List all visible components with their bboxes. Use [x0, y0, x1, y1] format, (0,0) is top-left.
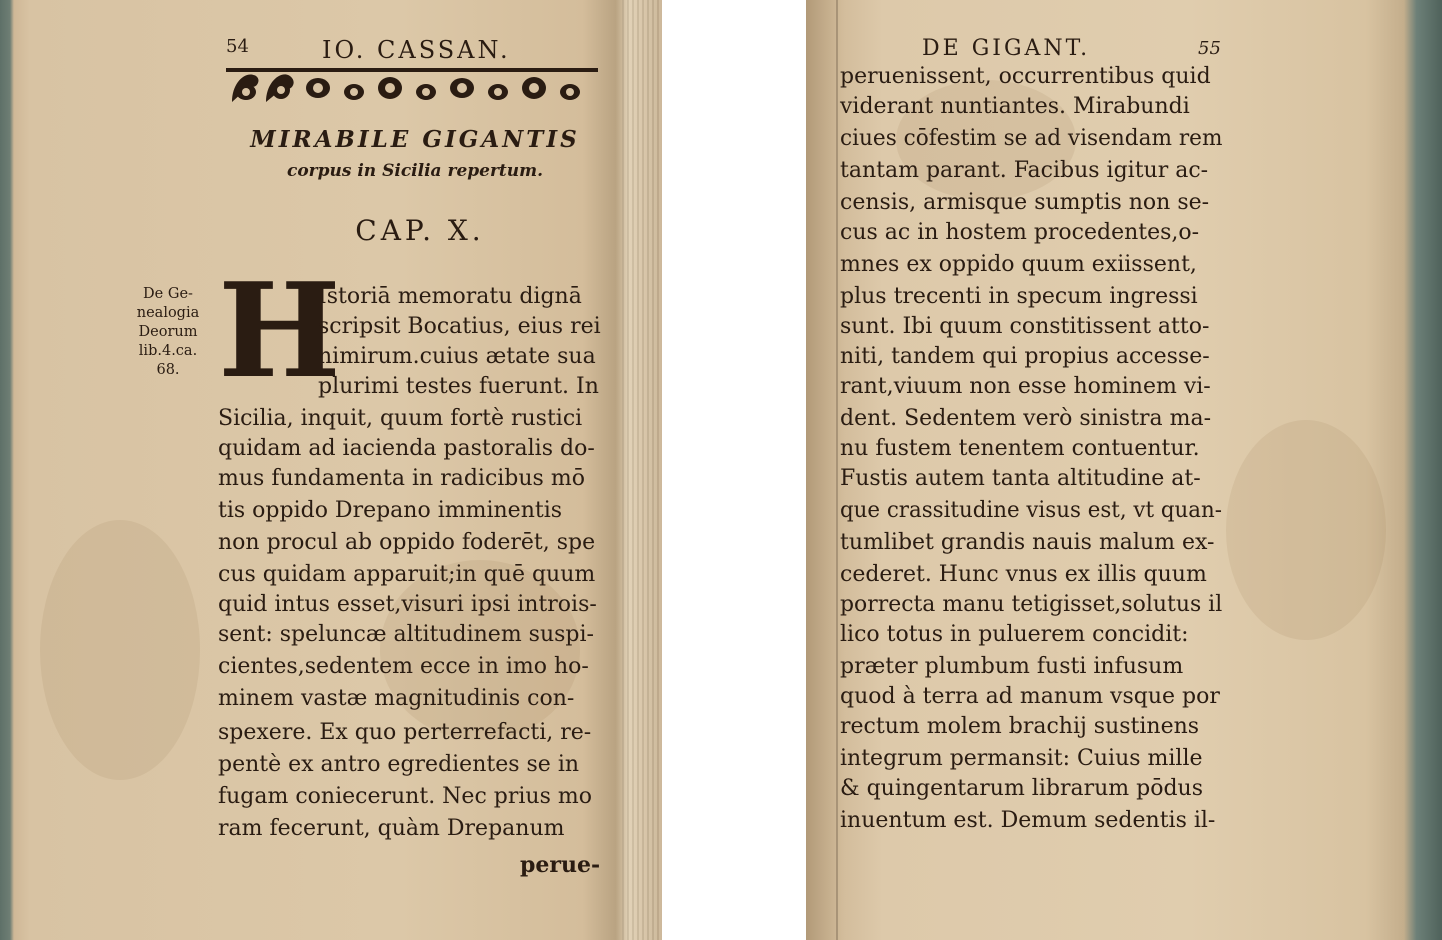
text-line: dent. Sedentem verò sinistra ma-: [840, 406, 1212, 431]
text-line: cientes,sedentem ecce in imo ho-: [218, 654, 589, 679]
margin-note-line: De Ge-: [143, 286, 193, 302]
margin-note: [118, 285, 218, 380]
text-line: lico totus in puluerem concidit:: [840, 622, 1189, 647]
chapter-subtitle: corpus in Sicilia repertum.: [286, 161, 544, 181]
text-line: inuentum est. Demum sedentis il-: [840, 808, 1216, 833]
running-head: DE GIGANT.: [922, 36, 1091, 61]
text-line: Fustis autem tanta altitudine at-: [840, 466, 1201, 491]
text-line: tantam parant. Facibus igitur ac-: [840, 158, 1209, 183]
chapter-number: CAP. X.: [355, 214, 485, 247]
margin-note-line: nealogia: [136, 305, 200, 321]
page-edge-strip: [622, 0, 662, 940]
text-line: spexere. Ex quo perterrefacti, re-: [218, 720, 592, 745]
text-line: sunt. Ibi quum constitissent atto-: [840, 314, 1210, 339]
paper-stain: [40, 520, 200, 780]
right-page: [806, 0, 1442, 940]
catchword: perue-: [520, 852, 601, 878]
text-line: pentè ex antro egredientes se in: [218, 752, 580, 777]
text-line: nu fustem tenentem contuentur.: [840, 436, 1200, 461]
text-line: Sicilia, inquit, quum fortè rustici: [218, 406, 583, 431]
text-line: nimirum.cuius ætate sua: [318, 344, 596, 369]
running-head: IO. CASSAN.: [322, 36, 511, 64]
drop-cap: H: [218, 254, 341, 407]
page-number: 55: [1198, 38, 1221, 59]
text-line: mus fundamenta in radicibus mō: [218, 466, 585, 491]
text-line: præter plumbum fusti infusum: [840, 654, 1184, 679]
text-line: ram fecerunt, quàm Drepanum: [218, 816, 565, 841]
gutter-line: [836, 0, 838, 940]
text-line: non procul ab oppido foderēt, spe: [218, 530, 596, 555]
text-line: rant,viuum non esse hominem vi-: [840, 374, 1211, 399]
text-line: fugam coniecerunt. Nec prius mo: [218, 784, 592, 809]
text-line: cus quidam apparuit;in quē quum: [218, 562, 596, 587]
text-line: porrecta manu tetigisset,solutus il: [840, 592, 1223, 617]
margin-note-line: lib.4.ca.: [138, 343, 198, 359]
text-line: Istoriā memoratu dignā: [318, 284, 582, 309]
text-line: viderant nuntiantes. Mirabundi: [840, 94, 1190, 119]
text-line: tis oppido Drepano imminentis: [218, 498, 563, 523]
text-line: quidam ad iacienda pastoralis do-: [218, 436, 595, 461]
text-line: quod à terra ad manum vsque por: [840, 684, 1220, 709]
text-line: peruenissent, occurrentibus quid: [840, 64, 1211, 89]
text-line: plurimi testes fuerunt. In: [318, 374, 599, 399]
text-line: niti, tandem qui propius accesse-: [840, 344, 1210, 369]
text-line: quid intus esset,visuri ipsi introis-: [218, 592, 597, 617]
text-line: integrum permansit: Cuius mille: [840, 746, 1203, 771]
text-line: rectum molem brachij sustinens: [840, 714, 1200, 739]
text-line: scripsit Bocatius, eius rei: [318, 314, 601, 339]
text-line: plus trecenti in specum ingressi: [840, 284, 1198, 309]
text-line: censis, armisque sumptis non se-: [840, 190, 1210, 215]
text-line: cus ac in hostem procedentes,o-: [840, 220, 1200, 245]
text-line: minem vastæ magnitudinis con-: [218, 686, 575, 711]
ornament-band: [226, 62, 598, 108]
text-line: & quingentarum librarum pōdus: [840, 776, 1203, 801]
text-line: ciues cōfestim se ad visendam rem: [840, 126, 1223, 151]
text-line: que crassitudine visus est, vt quan-: [840, 498, 1222, 523]
paper-stain: [1226, 420, 1386, 640]
margin-note-line: 68.: [156, 362, 180, 378]
chapter-title: MIRABILE GIGANTIS: [250, 126, 580, 153]
text-line: tumlibet grandis nauis malum ex-: [840, 530, 1215, 555]
text-line: mnes ex oppido quum exiissent,: [840, 252, 1197, 277]
page-number: 54: [226, 36, 249, 57]
margin-note-line: Deorum: [138, 324, 198, 340]
text-line: sent: speluncæ altitudinem suspi-: [218, 622, 594, 647]
text-line: cederet. Hunc vnus ex illis quum: [840, 562, 1207, 587]
left-page: [0, 0, 662, 940]
